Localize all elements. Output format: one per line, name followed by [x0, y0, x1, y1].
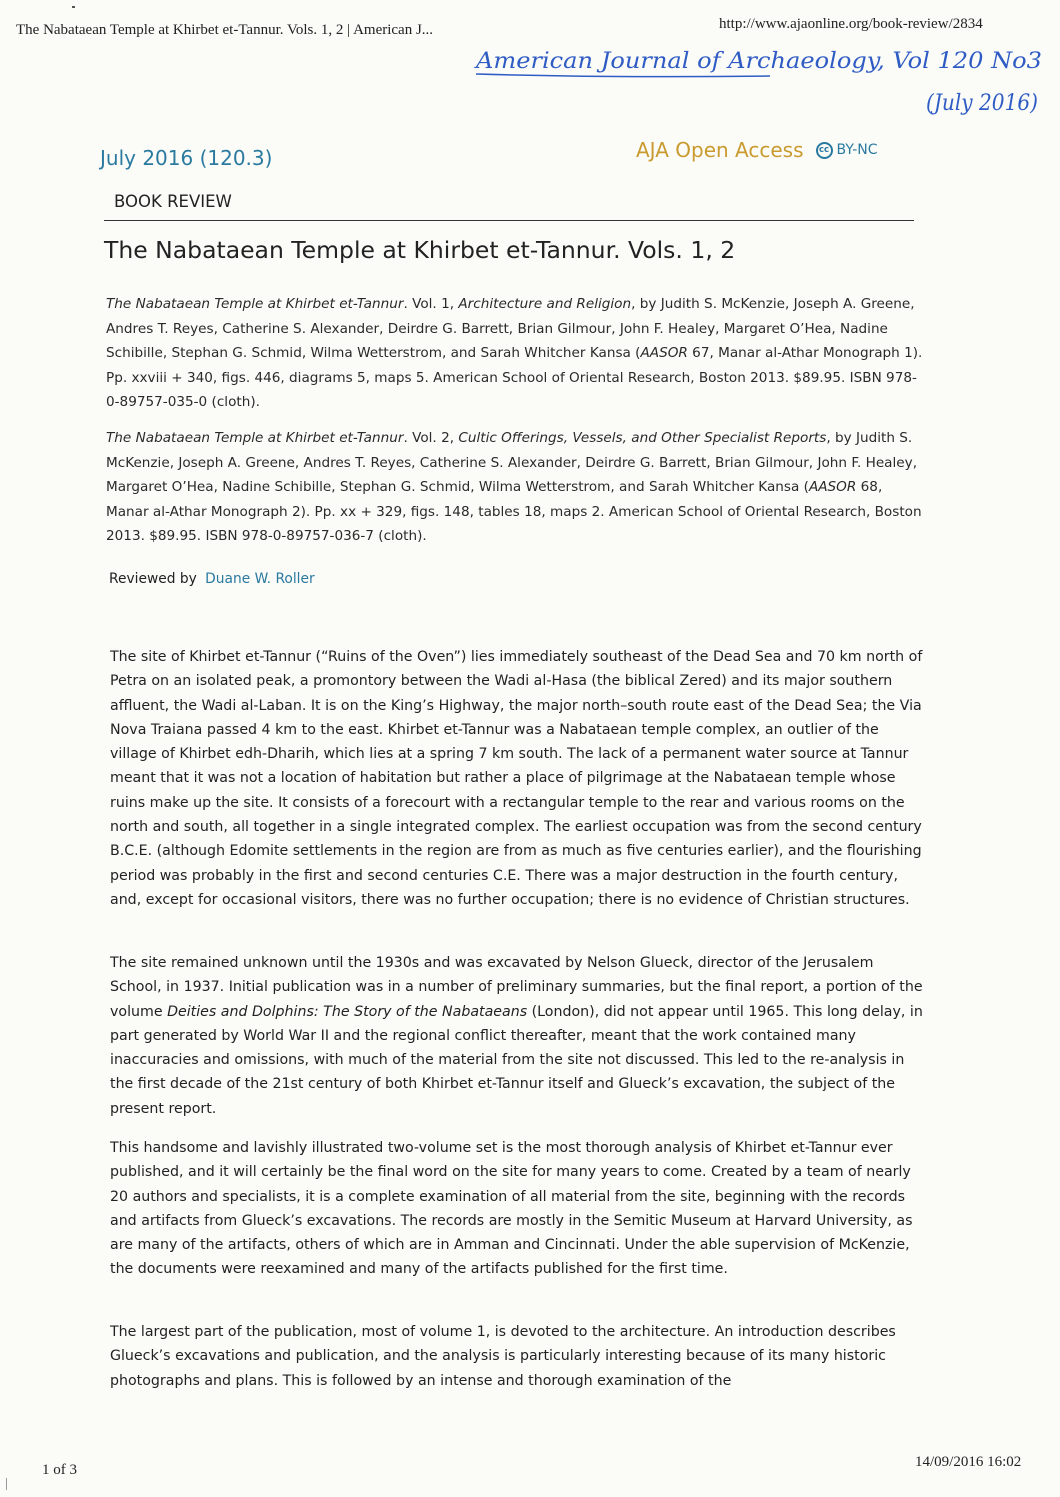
text-run: , by Judith S. McKenzie, Joseph A. Greene, Andres T. Reyes, Catherine S. Alexander, Deirdre G. Barrett, Brian Gilmour, John F. Healey, Margaret O’Hea, Nadine Schibille, Stephan G. Schmid, Wilma Wetterstrom, and Sarah Whitcher Kansa ( [106, 430, 918, 495]
reviewer-link[interactable]: Duane W. Roller [205, 571, 315, 587]
print-header-url[interactable]: http://www.ajaonline.org/book-review/2834 [719, 16, 983, 32]
italic-run: The Nabataean Temple at Khirbet et-Tannur [106, 430, 404, 446]
reviewed-by [109, 571, 315, 587]
italic-run: Deities and Dolphins: The Story of the Nabataeans [167, 1003, 528, 1020]
text-run: The largest part of the publication, most of volume 1, is devoted to the architecture. An introduction describes Glueck’s excavations and publication, and the analysis is particularly interesting because of its many historic photographs and plans. This is followed by an intense and thorough examination of the [110, 1324, 896, 1389]
open-access-label: AJA Open Access [636, 138, 804, 162]
text-run: , by Judith S. McKenzie, Joseph A. Greene, Andres T. Reyes, Catherine S. Alexander, Deirdre G. Barrett, Brian Gilmour, John F. Healey, Margaret O’Hea, Nadine Schibille, Stephan G. Schmid, Wilma Wetterstrom, and Sarah Whitcher Kansa ( [106, 296, 915, 361]
section-label: BOOK REVIEW [114, 192, 232, 211]
text-run: 67, Manar al-Athar Monograph 1). Pp. xxviii + 340, figs. 446, diagrams 5, maps 5. American School of Oriental Research, Boston 2013. $89.95. ISBN 978-0-89757-035-0 (cloth). [106, 345, 923, 410]
text-run: (London), did not appear until 1965. This long delay, in part generated by World War II and the regional conflict thereafter, meant that the work contained many inaccuracies and omissions, with much of the material from the site not discussed. This led to the re-analysis in the first decade of the 21st century of both Khirbet et-Tannur itself and Glueck’s excavation, the subject of the present report. [110, 1003, 923, 1117]
print-timestamp: 14/09/2016 16:02 [915, 1454, 1022, 1470]
scan-mark [6, 1478, 7, 1490]
text-run: . Vol. 2, [403, 430, 459, 446]
handwritten-note-line-2: (July 2016) [926, 91, 1038, 116]
handwritten-note [470, 40, 1050, 132]
page-number: 1 of 3 [42, 1462, 77, 1478]
handwritten-note-line-1: American Journal of Archaeology, Vol 120 No3 [473, 49, 1042, 74]
text-run: This handsome and lavishly illustrated two-volume set is the most thorough analysis of Khirbet et-Tannur ever published, and it will certainly be the final word on the site for many years to come. Created by a team of nearly 20 authors and specialists, it is a complete examination of all material from the site, beginning with the records and artifacts from Glueck’s excavations. The records are mostly in the Semitic Museum at Harvard University, as are many of the artifacts, others of which are in Amman and Cincinnati. Under the able supervision of McKenzie, the documents were reexamined and many of the artifacts published for the first time. [110, 1140, 913, 1278]
italic-run: Architecture and Religion [458, 296, 632, 312]
body-paragraph [110, 1320, 925, 1393]
italic-run: Cultic Offerings, Vessels, and Other Specialist Reports [458, 430, 827, 446]
italic-run: The Nabataean Temple at Khirbet et-Tannur [106, 296, 404, 312]
book-citation-vol-1 [106, 292, 926, 415]
reviewed-by-label: Reviewed by [109, 571, 197, 587]
body-paragraph [110, 1136, 925, 1282]
body-paragraph [110, 645, 925, 912]
book-citation-vol-2 [106, 426, 926, 549]
scan-speck [72, 6, 75, 8]
body-paragraph [110, 951, 925, 1121]
page-title: The Nabataean Temple at Khirbet et-Tannur. Vols. 1, 2 [104, 236, 736, 264]
print-header-title: The Nabataean Temple at Khirbet et-Tannur. Vols. 1, 2 | American J... [16, 22, 434, 38]
creative-commons-icon: cc [816, 142, 833, 159]
license-label: BY-NC [836, 142, 878, 158]
text-run: The site of Khirbet et-Tannur (“Ruins of the Oven”) lies immediately southeast of the Dead Sea and 70 km north of Petra on an isolated peak, a promontory between the Wadi al-Hasa (the biblical Zered) and its major southern affluent, the Wadi al-Laban. It is on the King’s Highway, the major north–south route east of the Dead Sea; the Via Nova Traiana passed 4 km to the east. Khirbet et-Tannur was a Nabataean temple complex, an outlier of the village of Khirbet edh-Dharih, which lies at a spring 7 km south. The lack of a permanent water source at Tannur meant that it was not a location of habitation but rather a place of pilgrimage at the Nabataean temple whose ruins make up the site. It consists of a forecourt with a rectangular temple to the rear and various rooms on the north and south, all together in a single integrated complex. The earliest occupation was from the second century B.C.E. (although Edomite settlements in the region are from as much as five centuries earlier), and the flourishing period was probably in the first and second centuries C.E. There was a major destruction in the fourth century, and, except for occasional visitors, there was no further occupation; there is no evidence of Christian structures. [110, 649, 923, 908]
text-run: The site remained unknown until the 1930s and was excavated by Nelson Glueck, director of the Jerusalem School, in 1937. Initial publication was in a number of preliminary summaries, but the final report, a portion of the volume [110, 955, 923, 1020]
issue-date[interactable]: July 2016 (120.3) [100, 146, 273, 170]
header-divider [104, 220, 914, 221]
text-run: 68, Manar al-Athar Monograph 2). Pp. xx + 329, figs. 148, tables 18, maps 2. American School of Oriental Research, Boston 2013. $89.95. ISBN 978-0-89757-036-7 (cloth). [106, 479, 922, 544]
italic-run: AASOR [640, 345, 688, 361]
italic-run: AASOR [808, 479, 857, 495]
text-run: . Vol. 1, [403, 296, 459, 312]
open-access-badge[interactable] [636, 138, 878, 162]
